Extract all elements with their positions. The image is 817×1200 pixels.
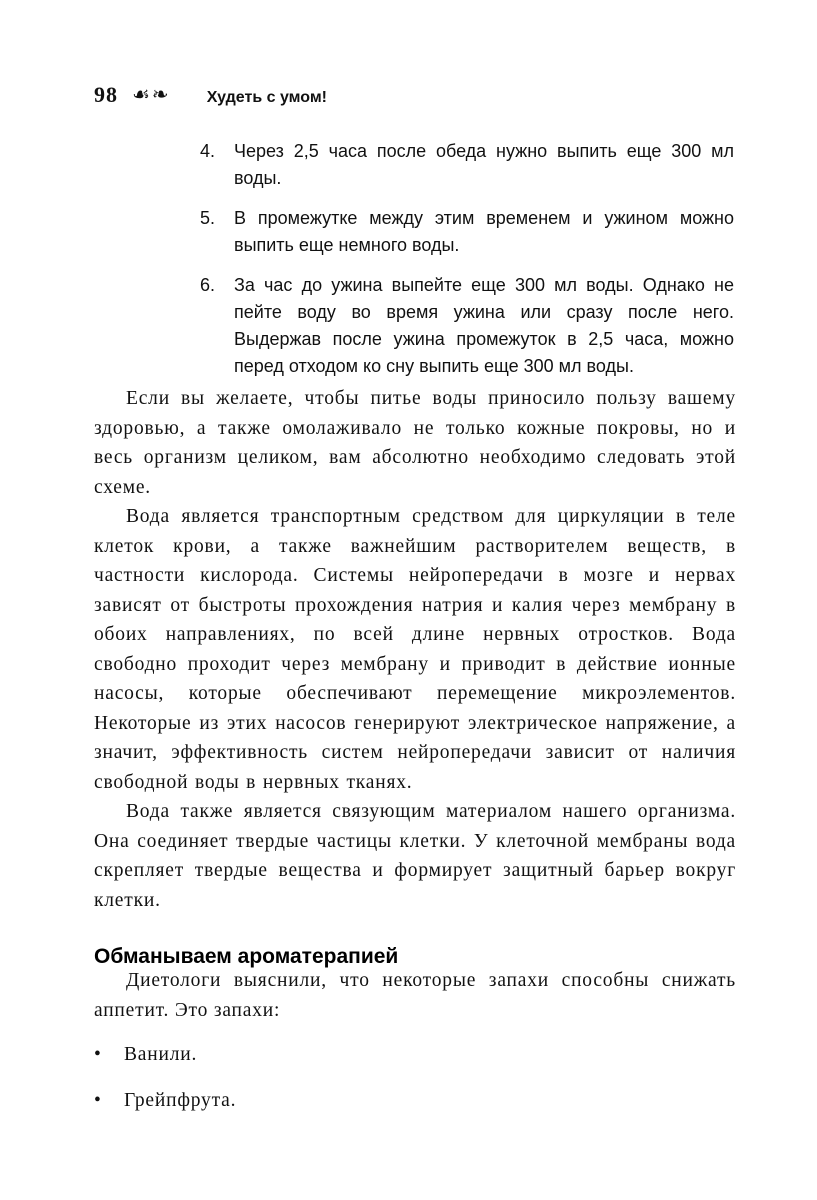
paragraph: Если вы желаете, чтобы питье воды приносило пользу вашему здоровью, а также омолаживало не только кожные покровы, но и весь организм целиком, вам абсолютно необходимо следовать этой схеме. <box>94 388 736 498</box>
body-text <box>94 384 736 915</box>
running-header <box>94 82 727 108</box>
paragraph: Вода также является связующим материалом нашего организма. Она соединяет твердые частицы клетки. У клеточной мембраны вода скрепляет твердые вещества и формирует защитный барьер вокруг клетки. <box>94 801 736 911</box>
list-item-number: 5. <box>200 208 216 228</box>
bullet-marker-icon: • <box>94 1090 102 1111</box>
running-title: Худеть с умом! <box>206 89 327 106</box>
list-item-text: В промежутке между этим временем и ужином можно выпить еще немного воды. <box>234 208 734 255</box>
paragraph: Вода является транспортным средством для циркуляции в теле клеток крови, а также важнейшим растворителем веществ, в частности кислорода. Системы нейропередачи в мозге и нервах зависят от быстроты прохождения натрия и калия через мембрану в обоих направлениях, по всей длине нервных отростков. Вода свободно проходит через мембрану и приводит в действие ионные насосы, которые обеспечивают перемещение микроэлементов. Некоторые из этих насосов генерируют электрическое напряжение, а значит, эффективность систем нейропередачи зависит от наличия свободной воды в нервных тканях. <box>94 506 736 793</box>
list-item <box>200 272 734 380</box>
bullet-list <box>94 1040 736 1132</box>
list-item-number: 4. <box>200 141 216 161</box>
list-item-number: 6. <box>200 275 216 295</box>
list-item-text: Через 2,5 часа после обеда нужно выпить еще 300 мл воды. <box>234 141 734 188</box>
bullet-item <box>94 1086 736 1115</box>
numbered-list <box>200 138 734 393</box>
list-item-text: За час до ужина выпейте еще 300 мл воды. Однако не пейте воду во время ужина или сразу после него. Выдержав после ужина промежуток в 2,5 часа, можно перед отходом ко сну выпить еще 300 мл воды. <box>234 275 734 376</box>
page-number: 98 <box>94 82 118 107</box>
bullet-item <box>94 1040 736 1069</box>
bullet-text: Грейпфрута. <box>124 1090 237 1111</box>
paragraph: Диетологи выяснили, что некоторые запахи способны снижать аппетит. Это запахи: <box>94 970 736 1021</box>
bullet-text: Ванили. <box>124 1044 198 1065</box>
list-item <box>200 138 734 192</box>
bullet-marker-icon: • <box>94 1044 102 1065</box>
list-item <box>200 205 734 259</box>
section-intro <box>94 966 736 1025</box>
section-heading: Обманываем ароматерапией <box>94 945 399 969</box>
header-ornament-icon: ☙❧ <box>132 82 171 106</box>
